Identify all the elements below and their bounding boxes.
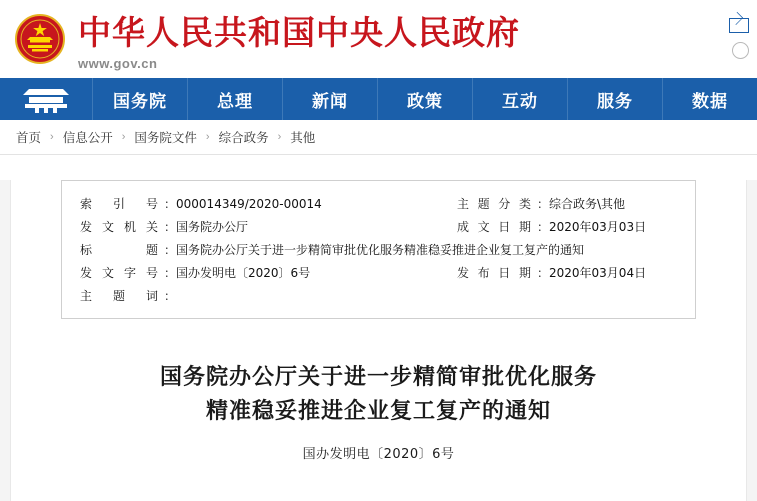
nav-home-button[interactable] <box>0 78 92 120</box>
meta-colon: ： <box>164 197 177 211</box>
mail-icon[interactable] <box>729 18 749 33</box>
meta-label-index: 索引号 <box>80 197 158 211</box>
site-header <box>0 0 757 78</box>
breadcrumb-item-4[interactable]: 其他 <box>290 131 316 145</box>
document-meta-table <box>80 193 677 308</box>
main-nav <box>0 78 757 120</box>
breadcrumb-item-2[interactable]: 国务院文件 <box>134 131 197 145</box>
meta-value-publish-date: 2020年03月04日 <box>549 266 647 280</box>
doc-title-line-2: 精准稳妥推进企业复工复产的通知 <box>205 399 551 424</box>
meta-value-issuer: 国务院办公厅 <box>176 220 249 234</box>
breadcrumb-separator: › <box>277 131 282 143</box>
site-title-block <box>78 14 520 71</box>
breadcrumb-separator: › <box>121 131 126 143</box>
right-gutter <box>747 180 757 501</box>
gate-home-icon <box>19 84 73 114</box>
meta-label-issuer: 发文机关 <box>80 220 158 234</box>
breadcrumb-item-1[interactable]: 信息公开 <box>62 131 113 145</box>
site-title: 中华人民共和国中央人民政府 <box>78 13 520 52</box>
breadcrumb-separator: › <box>205 131 210 143</box>
nav-item-0[interactable]: 国务院 <box>92 78 187 120</box>
content-area <box>0 180 757 501</box>
meta-colon: ： <box>164 243 177 257</box>
meta-value-index: 000014349/2020-00014 <box>176 197 322 211</box>
meta-value-title: 国务院办公厅关于进一步精简审批优化服务精准稳妥推进企业复工复产的通知 <box>176 243 585 257</box>
nav-item-3[interactable]: 政策 <box>377 78 472 120</box>
meta-label-written-date: 成文日期 <box>456 220 531 234</box>
meta-label-category: 主题分类 <box>456 197 531 211</box>
table-row <box>80 285 677 308</box>
search-icon[interactable] <box>732 42 749 59</box>
meta-label-title: 标题 <box>80 243 158 257</box>
nav-item-6[interactable]: 数据 <box>662 78 757 120</box>
page-title <box>11 361 746 429</box>
left-gutter <box>0 180 10 501</box>
site-url: www.gov.cn <box>78 56 158 71</box>
nav-item-2[interactable]: 新闻 <box>282 78 377 120</box>
nav-item-1[interactable]: 总理 <box>187 78 282 120</box>
meta-colon: ： <box>164 289 177 303</box>
doc-number: 国办发明电〔2020〕6号 <box>302 447 455 462</box>
national-emblem-icon <box>14 13 66 65</box>
table-row <box>80 262 677 285</box>
meta-colon: ： <box>164 220 177 234</box>
meta-value-written-date: 2020年03月03日 <box>549 220 647 234</box>
meta-colon: ： <box>536 220 549 234</box>
table-row <box>80 216 677 239</box>
meta-colon: ： <box>164 266 177 280</box>
meta-value-keywords <box>176 285 677 308</box>
table-row <box>80 193 677 216</box>
document-card <box>10 180 747 501</box>
nav-item-4[interactable]: 互动 <box>472 78 567 120</box>
breadcrumb-item-0[interactable]: 首页 <box>16 131 42 145</box>
meta-label-docnumber: 发文字号 <box>80 266 158 280</box>
breadcrumb-item-3[interactable]: 综合政务 <box>218 131 269 145</box>
document-meta-box <box>61 180 696 319</box>
meta-value-docnumber: 国办发明电〔2020〕6号 <box>176 266 311 280</box>
meta-label-publish-date: 发布日期 <box>456 266 531 280</box>
meta-colon: ： <box>536 197 549 211</box>
breadcrumb-separator: › <box>50 131 54 143</box>
nav-item-5[interactable]: 服务 <box>567 78 662 120</box>
meta-colon: ： <box>536 266 549 280</box>
breadcrumb <box>0 120 757 155</box>
table-row <box>80 239 677 262</box>
meta-label-keywords: 主题词 <box>80 289 158 303</box>
doc-title-line-1: 国务院办公厅关于进一步精简审批优化服务 <box>159 365 597 390</box>
meta-value-category: 综合政务\其他 <box>549 197 626 211</box>
